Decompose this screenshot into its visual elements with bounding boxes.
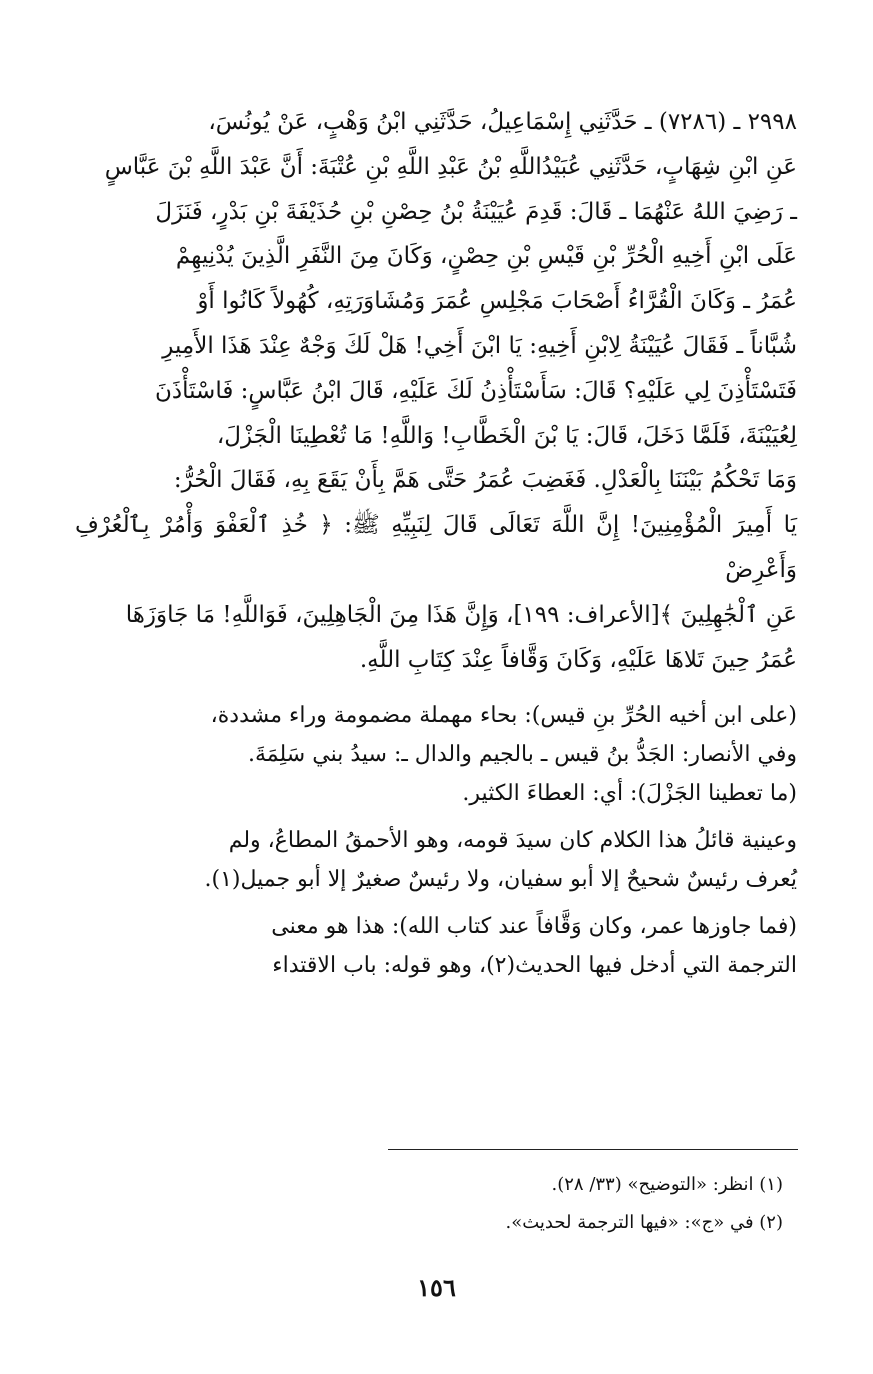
hadith-line: لِعُيَيْنَةَ، فَلَمَّا دَخَلَ، قَالَ: يَا بْنَ الْخَطَّابِ! وَاللَّهِ! مَا تُعْطِينَا الْجَزْلَ،: [216, 422, 797, 449]
footnotes: [83, 1166, 783, 1242]
footnote: (٢) في «ج»: «فيها الترجمة لحديث».: [505, 1212, 783, 1233]
hadith-line: ـ رَضِيَ اللهُ عَنْهُمَا ـ قَالَ: قَدِمَ عُيَيْنَةُ بْنُ حِصْنِ بْنِ حُذَيْفَةَ بْنِ بَدْرٍ، فَنَزَلَ: [155, 198, 797, 225]
commentary: [75, 696, 797, 985]
hadith-line: عُمَرُ ـ وَكَانَ الْقُرَّاءُ أَصْحَابَ مَجْلِسِ عُمَرَ وَمُشَاوَرَتِهِ، كُهُولاً كَانُوا أَوْ: [197, 288, 797, 315]
hadith-line: فَتَسْتَأْذِنَ لِي عَلَيْهِ؟ قَالَ: سَأَسْتَأْذِنُ لَكَ عَلَيْهِ، قَالَ ابْنُ عَبَّاسٍ: فَاسْتَأْذَنَ: [154, 377, 797, 404]
commentary-line: يُعرف رئيسٌ شحيحٌ إلا أبو سفيان، ولا رئيسٌ صغيرٌ إلا أبو جميل(١).: [204, 867, 797, 893]
commentary-line: وفي الأنصار: الجَدُّ بنُ قيس ـ بالجيم والدال ـ: سيدُ بني سَلِمَةَ.: [248, 742, 797, 768]
page-number: ١٥٦: [417, 1273, 456, 1302]
commentary-paragraph: (ما تعطينا الجَزْلَ): أي: العطاءَ الكثير.: [462, 781, 797, 807]
hadith-line: عَلَى ابْنِ أَخِيهِ الْحُرِّ بْنِ قَيْسِ بْنِ حِصْنٍ، وَكَانَ مِنَ النَّفَرِ الَّذِينَ يُدْنِيهِمْ: [175, 243, 797, 270]
hadith-text: [75, 100, 797, 682]
hadith-line: شُبَّاناً ـ فَقَالَ عُيَيْنَةُ لِابْنِ أَخِيهِ: يَا ابْنَ أَخِي! هَلْ لَكَ وَجْهٌ عِنْدَ هَذَا الأَمِيرِ: [162, 332, 797, 359]
commentary-line: (على ابن أخيه الحُرِّ بنِ قيس): بحاء مهملة مضمومة وراء مشددة،: [210, 703, 797, 729]
commentary-line: الترجمة التي أدخل فيها الحديث(٢)، وهو قوله: باب الاقتداء: [272, 953, 797, 979]
commentary-paragraph: [75, 696, 797, 774]
hadith-line: عَنِ ابْنِ شِهَابٍ، حَدَّثَنِي عُبَيْدُاللَّهِ بْنُ عَبْدِ اللَّهِ بْنِ عُتْبَةَ: أَنَّ عَبْدَ اللَّهِ بْنَ عَبَّاسٍ: [104, 153, 797, 180]
commentary-line: وعينية قائلُ هذا الكلام كان سيدَ قومه، وهو الأحمقُ المطاعُ، ولم: [228, 828, 797, 854]
commentary-paragraph: [75, 821, 797, 899]
commentary-line: (فما جاوزها عمر، وكان وَقَّافاً عند كتاب الله): هذا هو معنى: [271, 914, 797, 940]
hadith-line: عَنِ ٱلْجَٰهِلِينَ ﴾[الأعراف: ١٩٩]، وَإِنَّ هَذَا مِنَ الْجَاهِلِينَ، فَوَاللَّهِ! مَا جَاوَزَهَا: [125, 601, 797, 628]
footnote: (١) انظر: «التوضيح» (٣٣/ ٢٨).: [551, 1174, 783, 1195]
footnote-separator: [388, 1149, 798, 1150]
hadith-line: وَمَا تَحْكُمُ بَيْنَنَا بِالْعَدْلِ. فَغَضِبَ عُمَرُ حَتَّى هَمَّ بِأَنْ يَقَعَ بِهِ، فَقَالَ الْحُرُّ:: [173, 467, 797, 494]
commentary-paragraph: [75, 907, 797, 985]
hadith-line: ٢٩٩٨ ـ (٧٢٨٦) ـ حَدَّثَنِي إِسْمَاعِيلُ، حَدَّثَنِي ابْنُ وَهْبٍ، عَنْ يُونُسَ،: [208, 109, 797, 135]
hadith-line: يَا أَمِيرَ الْمُؤْمِنِينَ! إِنَّ اللَّهَ تَعَالَى قَالَ لِنَبِيِّهِ ﷺ: ﴿ خُذِ ٱلْعَفْوَ وَأْمُرْ بِٱلْعُرْفِ وَأَعْرِضْ: [75, 512, 797, 583]
page-body: [75, 100, 797, 985]
hadith-line: عُمَرُ حِينَ تَلاهَا عَلَيْهِ، وَكَانَ وَقَّافاً عِنْدَ كِتَابِ اللَّهِ.: [359, 646, 797, 673]
